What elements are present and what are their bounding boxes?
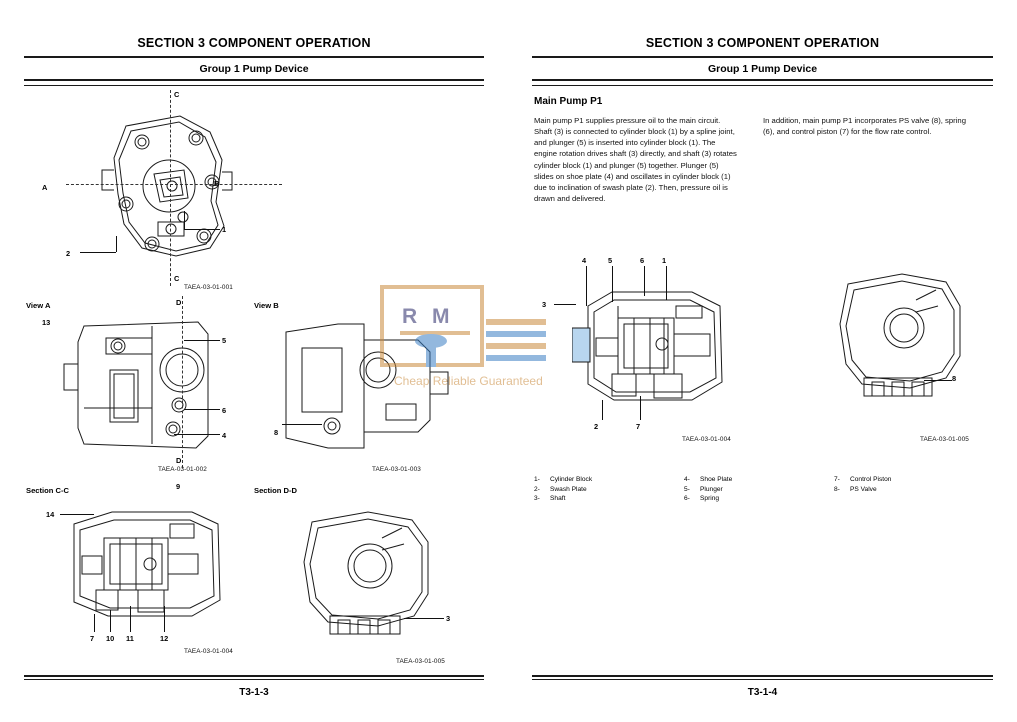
figure-code-002: TAEA-03-01-002 xyxy=(158,466,207,473)
callout-B: B xyxy=(214,179,220,188)
callout-4: 4 xyxy=(222,431,227,440)
legend-col-2 xyxy=(684,476,824,656)
legend-item xyxy=(534,486,674,493)
callout-D-bottom: D xyxy=(176,456,182,465)
leader-7v xyxy=(94,614,95,632)
legend-col-3 xyxy=(834,476,974,656)
left-subtitle-rule xyxy=(24,79,484,86)
leader-11v xyxy=(130,606,131,632)
figure-ps-valve xyxy=(822,262,972,412)
legend-label: Spring xyxy=(700,495,720,503)
callout-2: 2 xyxy=(66,249,71,258)
leader-r3 xyxy=(554,304,576,305)
callout-3-left: 3 xyxy=(446,614,451,623)
legend-item xyxy=(684,486,824,493)
legend-num: 1- xyxy=(534,476,540,484)
right-footer-rule xyxy=(532,675,993,677)
legend-item xyxy=(684,476,824,483)
leader-r4 xyxy=(586,266,587,306)
left-page-number: T3-1-3 xyxy=(239,687,269,698)
callout-D-top: D xyxy=(176,298,182,307)
callout-r-4: 4 xyxy=(582,256,587,266)
view-b-label: View B xyxy=(254,301,279,310)
legend-num: 6- xyxy=(684,495,690,503)
section-cc-label: Section C-C xyxy=(26,486,70,495)
figure-view-b xyxy=(268,308,458,458)
legend-num: 7- xyxy=(834,476,840,484)
callout-r-8: 8 xyxy=(952,374,957,384)
leader-10v xyxy=(110,610,111,632)
right-page-content xyxy=(532,204,993,674)
legend-col-1 xyxy=(534,476,674,656)
leader-6 xyxy=(184,409,220,410)
legend-item xyxy=(534,495,674,502)
right-footer xyxy=(532,675,993,698)
view-a-label: View A xyxy=(26,301,51,310)
callout-12: 12 xyxy=(160,634,169,643)
centerline-horizontal xyxy=(66,184,282,185)
legend-num: 5- xyxy=(684,485,690,493)
callout-9: 9 xyxy=(176,482,181,491)
callout-r-7: 7 xyxy=(636,422,641,432)
figure-section-cc xyxy=(52,494,238,634)
legend-label: Shaft xyxy=(550,495,566,503)
leader-r1 xyxy=(666,266,667,300)
leader-5 xyxy=(184,340,220,341)
left-page-subtitle: Group 1 Pump Device xyxy=(199,63,309,75)
left-footer xyxy=(24,675,484,698)
figure-section-dd xyxy=(282,498,450,648)
leader-14h xyxy=(60,514,94,515)
legend xyxy=(534,476,989,656)
left-footer-rule2 xyxy=(24,679,484,680)
paragraph-right: In addition, main pump P1 incorporates PS valve (8), spring (6), and control piston (7) for the flow rate control. xyxy=(763,116,966,137)
legend-num: 4- xyxy=(684,476,690,484)
right-page-number: T3-1-4 xyxy=(747,687,778,698)
legend-label: Cylinder Block xyxy=(550,476,593,484)
callout-14: 14 xyxy=(46,510,55,519)
legend-label: Swash Plate xyxy=(550,485,587,493)
callout-7: 7 xyxy=(90,634,95,643)
legend-item xyxy=(834,476,974,483)
figure-code-005-left: TAEA-03-01-005 xyxy=(396,658,445,665)
section-dd-label: Section D-D xyxy=(254,486,298,495)
leader-12v xyxy=(164,606,165,632)
paragraph-left: Main pump P1 supplies pressure oil to the main circuit. Shaft (3) is connected to cylinder block (1) by a spline joint, and plunger (5) is inserted into cylinder block (1). The engine rotation drives shaft (3) directly, and shaft (3) rotates cylinder block (1) and plunger (5) together. Plunger (5) slides on shoe plate (4) and oscillates in cylinder block (1) due to inclination of swash plate (2). Then, pressure oil is drawn and delivered. xyxy=(534,116,737,204)
leader-3l xyxy=(404,618,444,619)
left-page xyxy=(0,0,508,722)
legend-num: 8- xyxy=(834,485,840,493)
callout-C-top: C xyxy=(174,90,180,99)
legend-label: Shoe Plate xyxy=(700,476,733,484)
leader-r5 xyxy=(612,266,613,302)
callout-11: 11 xyxy=(126,634,134,643)
leader-r6 xyxy=(644,266,645,296)
view-a-centerline xyxy=(182,296,183,468)
figure-code-004-right: TAEA-03-01-004 xyxy=(682,436,731,444)
figure-pump-end-view xyxy=(84,98,264,278)
left-page-title: SECTION 3 COMPONENT OPERATION xyxy=(137,36,371,50)
callout-r-2: 2 xyxy=(594,422,599,432)
figure-code-003: TAEA-03-01-003 xyxy=(372,466,421,473)
svg-text:R: R xyxy=(402,305,418,328)
callout-5: 5 xyxy=(222,336,227,345)
leader-4 xyxy=(174,434,220,435)
legend-item xyxy=(534,476,674,483)
section-heading: Main Pump P1 xyxy=(534,96,603,107)
figure-view-a xyxy=(48,308,228,458)
figure-code-001: TAEA-03-01-001 xyxy=(184,284,233,291)
figure-code-004-left: TAEA-03-01-004 xyxy=(184,648,233,655)
leader-r7 xyxy=(640,396,641,420)
callout-10: 10 xyxy=(106,634,115,643)
figure-code-005-right: TAEA-03-01-005 xyxy=(920,436,969,444)
right-footer-rule2 xyxy=(532,679,993,680)
callout-8-left: 8 xyxy=(274,428,279,437)
leader-2 xyxy=(80,252,116,253)
centerline-vertical xyxy=(170,90,171,286)
callout-13: 13 xyxy=(42,318,51,327)
callout-6: 6 xyxy=(222,406,227,415)
legend-label: Plunger xyxy=(700,485,723,493)
legend-label: Control Piston xyxy=(850,476,892,484)
right-title-rule xyxy=(532,56,993,58)
legend-item xyxy=(684,495,824,502)
svg-text:M: M xyxy=(432,305,450,328)
leader-r2 xyxy=(602,400,603,420)
callout-A: A xyxy=(42,183,48,192)
callout-r-1: 1 xyxy=(662,256,667,266)
legend-num: 3- xyxy=(534,495,540,503)
callout-r-5: 5 xyxy=(608,256,613,266)
figure-pump-cutaway xyxy=(572,272,742,422)
leader-1-v xyxy=(184,211,185,229)
right-subtitle-rule xyxy=(532,79,993,86)
callout-r-6: 6 xyxy=(640,256,645,266)
left-page-content xyxy=(24,86,484,665)
callout-r-3: 3 xyxy=(542,300,547,310)
left-title-rule xyxy=(24,56,484,58)
leader-8l xyxy=(282,424,322,425)
right-page xyxy=(508,0,1017,722)
right-page-subtitle: Group 1 Pump Device xyxy=(707,63,818,75)
left-footer-rule xyxy=(24,675,484,677)
leader-r8 xyxy=(924,380,952,381)
svg-text:Cheap Reliable Guaranteed: Cheap Reliable Guaranteed xyxy=(394,374,543,388)
legend-item xyxy=(834,486,974,493)
callout-C-bottom: C xyxy=(174,274,180,283)
leader-2-v xyxy=(116,236,117,252)
body-columns xyxy=(534,115,993,204)
legend-label: PS Valve xyxy=(850,485,877,493)
leader-1 xyxy=(184,229,220,230)
legend-num: 2- xyxy=(534,485,540,493)
right-page-title: SECTION 3 COMPONENT OPERATION xyxy=(645,36,880,50)
callout-1: 1 xyxy=(222,225,227,234)
